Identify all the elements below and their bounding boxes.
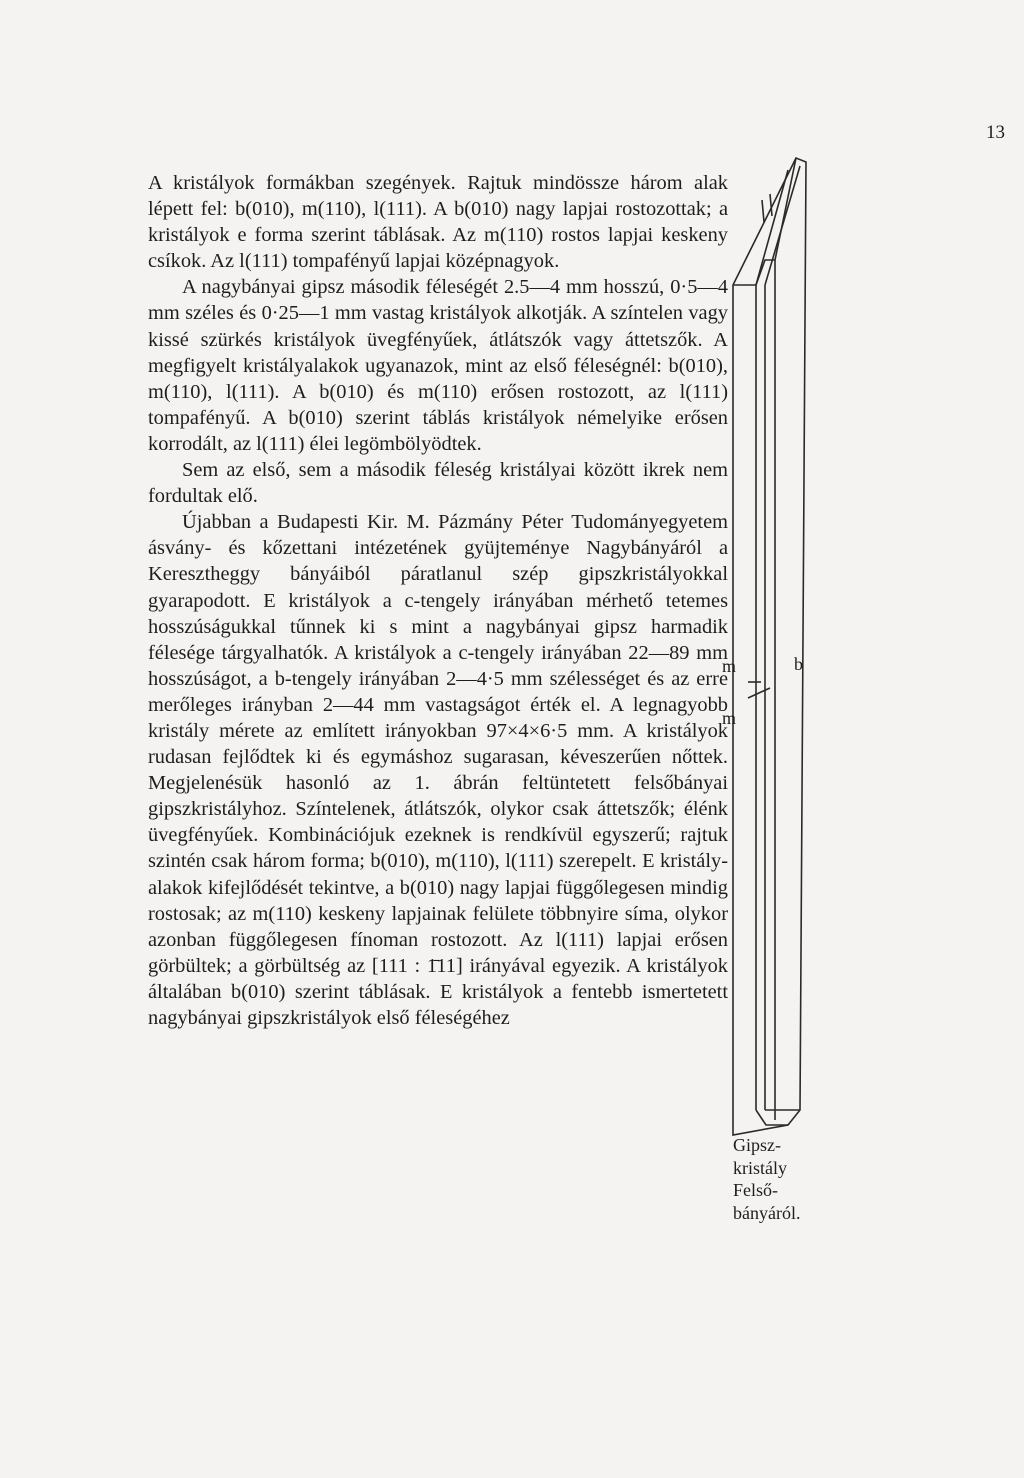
paragraph: A nagybányai gipsz második féleségét 2.5—4 mm hosszú, 0·5—4 mm széles és 0·25—1 mm vastag kristályok alkotják. A színtelen vagy kissé szürkés kristályok üvegfényűek, átlátszók vagy áttetszők. A megfigyelt kristályalakok ugyanazok, mint az első féleségnél: b(010), m(110), l(111). A b(010) és m(110) erősen rostozott, az l(111) tompafényű. A b(010) szerint táblás kristályok némelyike erősen korrodált, az l(111) élei legömbölyödtek.: [148, 276, 728, 455]
paragraph: Sem az első, sem a második féleség kristályai között ikrek nem fordultak elő.: [148, 459, 728, 508]
crystal-edge: [756, 1110, 788, 1125]
figure-caption: [733, 1134, 823, 1224]
caption-line: bányáról.: [733, 1202, 801, 1223]
figure-label-m: m: [722, 708, 737, 728]
leader-line: [748, 688, 770, 698]
figure-label-b: b: [794, 654, 803, 674]
page-number: 13: [986, 122, 1005, 143]
crystal-outline: [733, 158, 806, 1135]
crystal-drawing: [718, 150, 828, 1150]
paragraph: A kristályok formákban szegények. Rajtuk mindössze három alak lépett fel: b(010), m(110), l(111). A b(010) nagy lapjai rostozottak; a kristályok e forma szerint táblásak. Az m(110) rostos lapjai keskeny csíkok. Az l(111) tompafényű lapjai középnagyok.: [148, 172, 728, 273]
crystal-figure: [718, 150, 828, 1150]
paragraph: Újabban a Budapesti Kir. M. Pázmány Péter Tudományegyetem ásvány- és kőzettani intézetének gyüjteménye Nagybányáról a Keresztheggy bányáiból páratlanul szép gipszkristályokkal gyarapodott. E kristályok a c-tengely irányában mérhető tetemes hosszúságukkal tűnnek ki s mint a nagybányai gipsz harmadik félesége tárgyalhatók. A kristályok a c-tengely irányában 22—89 mm hosszúságot, a b-tengely irányában 2—4·5 mm szélességet és az erre merőleges irányban 2—44 mm vastagságot érték el. A legnagyobb kristály mérete az említett irányokban 97×4×6·5 mm. A kristályok rudasan fejlődtek ki és egymáshoz sugarasan, kéveszerűen nőttek. Megjelenésük hasonló az 1. ábrán feltüntetett felsőbányai gipszkristályhoz. Színtelenek, átlátszók, olykor csak áttetszők; élénk üvegfényűek. Kombinációjuk ezeknek is rendkívül egyszerű; rajtuk szintén csak három forma; b(010), m(110), l(111) szerepelt. E kristályalakok kifejlődését tekintve, a b(010) nagy lapjai függőlegesen mindig rostosak; az m(110) keskeny lapjainak felülete többnyire síma, olykor azonban függőlegesen fínoman rostozott. Az l(111) lapjai erősen görbültek; a görbültség az [111 : 1̄11] irányával egyezik. A kristályok általában b(010) szerint táblásak. E kristályok a fentebb ismertetett nagybányai gipszkristályok első féleségéhez: [148, 511, 728, 1029]
caption-line: Felső-: [733, 1180, 778, 1200]
crystal-edge: [770, 194, 772, 216]
caption-line: Gipsz-: [733, 1135, 781, 1155]
crystal-edge: [762, 200, 764, 222]
figure-label-m: m: [722, 656, 737, 676]
text-column: [148, 170, 728, 1031]
caption-line: kristály: [733, 1157, 787, 1178]
